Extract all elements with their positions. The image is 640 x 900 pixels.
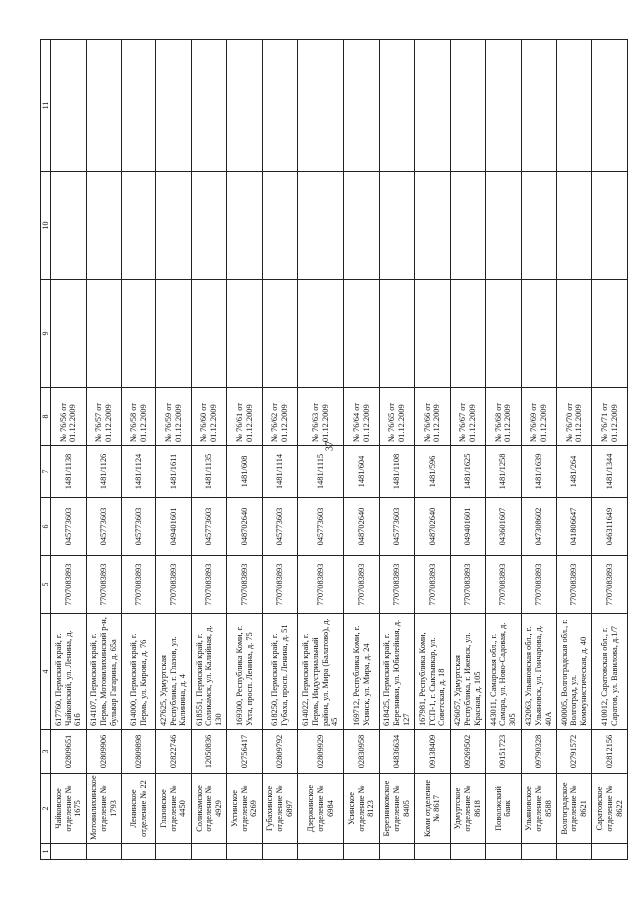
address-cell: 426057, Удмуртская Республика, г. Ижевск, ул. Красная, д. 105: [450, 614, 485, 730]
document-cell: № 76/58 от 01.12.2009: [122, 388, 156, 446]
cell-col10: [156, 172, 191, 280]
cell-col9: [450, 280, 485, 388]
table-row: [415, 40, 450, 860]
document-cell: № 76/68 от 01.12.2009: [486, 388, 521, 446]
document-cell: № 76/57 от 01.12.2009: [86, 388, 121, 446]
table-row: [450, 40, 485, 860]
cell-col1: [344, 844, 379, 860]
registration-number-cell: 1481/1344: [592, 446, 628, 498]
inn-cell: 7707083893: [298, 556, 344, 614]
bik-cell: 045773603: [51, 498, 86, 556]
address-cell: 410012, Саратовская обл., г. Саратов, ул. Вавилова, д.1/7: [592, 614, 628, 730]
cell-col11: [191, 40, 226, 172]
address-cell: 614107, Пермский край, г. Пермь, Мотовилихинский р-н, бульвар Гагарина, д. 65а: [86, 614, 121, 730]
cell-col9: [191, 280, 226, 388]
branch-name-cell: Соликамское отделение № 4929: [191, 774, 226, 844]
table-row: [556, 40, 591, 860]
cell-col1: [592, 844, 628, 860]
cell-col1: [556, 844, 591, 860]
document-cell: № 76/65 от 01.12.2009: [379, 388, 414, 446]
cell-col9: [521, 280, 556, 388]
branch-name-cell: Удмуртское отделение № 8618: [450, 774, 485, 844]
okpo-code-cell: 02809898: [122, 730, 156, 774]
bik-cell: 048702640: [227, 498, 262, 556]
document-cell: № 76/62 от 01.12.2009: [262, 388, 297, 446]
document-cell: № 76/70 от 01.12.2009: [556, 388, 591, 446]
bik-cell: 045773603: [191, 498, 226, 556]
branch-name-cell: Ульяновское отделение № 8588: [521, 774, 556, 844]
cell-col1: [51, 844, 86, 860]
cell-col10: [298, 172, 344, 280]
registration-number-cell: 1481/604: [344, 446, 379, 498]
table-row: [227, 40, 262, 860]
branch-name-cell: Губахинское отделение № 6897: [262, 774, 297, 844]
branch-name-cell: Усинское отделение № 8123: [344, 774, 379, 844]
document-cell: № 76/59 от 01.12.2009: [156, 388, 191, 446]
inn-cell: 7707083893: [191, 556, 226, 614]
document-cell: № 76/67 от 01.12.2009: [450, 388, 485, 446]
okpo-code-cell: 09790328: [521, 730, 556, 774]
registration-number-cell: 1481/1108: [379, 446, 414, 498]
table-row: [592, 40, 628, 860]
branch-name-cell: Ленинское отделение № 22: [122, 774, 156, 844]
inn-cell: 7707083893: [51, 556, 86, 614]
bik-cell: 041806647: [556, 498, 591, 556]
table-row: [156, 40, 191, 860]
inn-cell: 7707083893: [227, 556, 262, 614]
branch-name-cell: Волгоградское отделение № 8621: [556, 774, 591, 844]
table-row: [486, 40, 521, 860]
bik-cell: 049401601: [156, 498, 191, 556]
bik-cell: 049401601: [450, 498, 485, 556]
okpo-code-cell: 02809651: [51, 730, 86, 774]
okpo-code-cell: 09269502: [450, 730, 485, 774]
document-cell: № 76/60 от 01.12.2009: [191, 388, 226, 446]
column-number: 9: [41, 280, 51, 388]
address-cell: 618425, Пермский край, г. Березники, ул. Юбилейная, д. 127: [379, 614, 414, 730]
inn-cell: 7707083893: [521, 556, 556, 614]
inn-cell: 7707083893: [86, 556, 121, 614]
document-cell: № 76/64 от 01.12.2009: [344, 388, 379, 446]
cell-col9: [486, 280, 521, 388]
document-cell: № 76/69 от 01.12.2009: [521, 388, 556, 446]
inn-cell: 7707083893: [344, 556, 379, 614]
cell-col11: [298, 40, 344, 172]
cell-col1: [191, 844, 226, 860]
document-cell: № 76/61 от 01.12.2009: [227, 388, 262, 446]
inn-cell: 7707083893: [486, 556, 521, 614]
table-row: [298, 40, 344, 860]
cell-col9: [298, 280, 344, 388]
cell-col9: [227, 280, 262, 388]
bik-cell: 045773603: [262, 498, 297, 556]
address-cell: 443011, Самарская обл., г. Самара, ул. Ново-Садовая, д. 305: [486, 614, 521, 730]
okpo-code-cell: 02809929: [298, 730, 344, 774]
cell-col10: [227, 172, 262, 280]
cell-col11: [556, 40, 591, 172]
cell-col9: [262, 280, 297, 388]
cell-col9: [415, 280, 450, 388]
column-number: 11: [41, 40, 51, 172]
cell-col9: [156, 280, 191, 388]
inn-cell: 7707083893: [592, 556, 628, 614]
cell-col1: [521, 844, 556, 860]
branch-name-cell: Мотовилихинское отделение № 1793: [86, 774, 121, 844]
okpo-code-cell: 02812156: [592, 730, 628, 774]
cell-col11: [450, 40, 485, 172]
column-number: 10: [41, 172, 51, 280]
cell-col9: [592, 280, 628, 388]
cell-col11: [51, 40, 86, 172]
registration-number-cell: 1481/1114: [262, 446, 297, 498]
cell-col9: [344, 280, 379, 388]
registration-number-cell: 1481/608: [227, 446, 262, 498]
cell-col11: [344, 40, 379, 172]
cell-col10: [51, 172, 86, 280]
column-number: 7: [41, 446, 51, 498]
cell-col11: [415, 40, 450, 172]
okpo-code-cell: 02830958: [344, 730, 379, 774]
column-number: 2: [41, 774, 51, 844]
bik-cell: 048702640: [415, 498, 450, 556]
address-cell: 169712, Республика Коми, г. Усинск, ул. Мира, д. 24: [344, 614, 379, 730]
column-number: 4: [41, 614, 51, 730]
table-row: [379, 40, 414, 860]
cell-col10: [122, 172, 156, 280]
cell-col9: [556, 280, 591, 388]
table-row: [122, 40, 156, 860]
cell-col11: [262, 40, 297, 172]
inn-cell: 7707083893: [262, 556, 297, 614]
registration-number-cell: 1481/1124: [122, 446, 156, 498]
registration-number-cell: 1481/1135: [191, 446, 226, 498]
column-number: 5: [41, 556, 51, 614]
cell-col11: [227, 40, 262, 172]
cell-col1: [122, 844, 156, 860]
bik-cell: 045773603: [379, 498, 414, 556]
cell-col10: [521, 172, 556, 280]
inn-cell: 7707083893: [556, 556, 591, 614]
address-cell: 618250, Пермский край, г. Губаха, просп. Ленина, д. 51: [262, 614, 297, 730]
inn-cell: 7707083893: [156, 556, 191, 614]
registration-number-cell: 1481/1115: [298, 446, 344, 498]
registration-number-cell: 1481/264: [556, 446, 591, 498]
okpo-code-cell: 12050836: [191, 730, 226, 774]
address-cell: 169300, Республика Коми, г. Ухта, просп. Ленина, д. 75: [227, 614, 262, 730]
table-frame: [40, 40, 628, 860]
table-row: [344, 40, 379, 860]
cell-col1: [379, 844, 414, 860]
column-number: 3: [41, 730, 51, 774]
registration-number-cell: 1481/1625: [450, 446, 485, 498]
cell-col10: [450, 172, 485, 280]
cell-col11: [521, 40, 556, 172]
cell-col1: [227, 844, 262, 860]
branch-name-cell: Ухтинское отделение № 6269: [227, 774, 262, 844]
column-number: 1: [41, 844, 51, 860]
cell-col9: [379, 280, 414, 388]
registration-number-cell: 1481/596: [415, 446, 450, 498]
cell-col11: [486, 40, 521, 172]
cell-col1: [298, 844, 344, 860]
inn-cell: 7707083893: [379, 556, 414, 614]
cell-col10: [344, 172, 379, 280]
cell-col11: [86, 40, 121, 172]
inn-cell: 7707083893: [450, 556, 485, 614]
address-cell: 614000, Пермский край, г. Пермь, ул. Кирова, д. 76: [122, 614, 156, 730]
cell-col11: [592, 40, 628, 172]
table-header: [41, 40, 51, 860]
cell-col1: [86, 844, 121, 860]
document-cell: № 76/71 от 01.12.2009: [592, 388, 628, 446]
cell-col10: [486, 172, 521, 280]
document-cell: № 76/56 от 01.12.2009: [51, 388, 86, 446]
registration-number-cell: 1481/1611: [156, 446, 191, 498]
cell-col1: [262, 844, 297, 860]
address-cell: 618551, Пермский край, г. Соликамск, ул. Калийная, д. 130: [191, 614, 226, 730]
bik-cell: 045773603: [298, 498, 344, 556]
cell-col1: [415, 844, 450, 860]
bik-cell: 046311649: [592, 498, 628, 556]
okpo-code-cell: 02822746: [156, 730, 191, 774]
document-cell: № 76/66 от 01.12.2009: [415, 388, 450, 446]
cell-col10: [191, 172, 226, 280]
address-cell: 432063, Ульяновская обл., г. Ульяновск, ул. Гончарова, д. 40А: [521, 614, 556, 730]
cell-col9: [122, 280, 156, 388]
page-number: 37: [324, 441, 336, 451]
column-number: 6: [41, 498, 51, 556]
cell-col10: [556, 172, 591, 280]
okpo-code-cell: 09138409: [415, 730, 450, 774]
registration-number-cell: 1481/1258: [486, 446, 521, 498]
okpo-code-cell: 02791572: [556, 730, 591, 774]
branch-name-cell: Дзержинское отделение № 6984: [298, 774, 344, 844]
branch-name-cell: Глазовское отделение № 4450: [156, 774, 191, 844]
branch-name-cell: Чайковское отделение № 1675: [51, 774, 86, 844]
cell-col11: [122, 40, 156, 172]
address-cell: 617760, Пермский край, г. Чайковский, ул. Ленина, д. 61б: [51, 614, 86, 730]
okpo-code-cell: 02809792: [262, 730, 297, 774]
registration-number-cell: 1481/1639: [521, 446, 556, 498]
column-number: 8: [41, 388, 51, 446]
address-cell: 427625, Удмуртская Республика, г. Глазов, ул. Калинина, д. 4: [156, 614, 191, 730]
okpo-code-cell: 02809906: [86, 730, 121, 774]
bik-cell: 043601607: [486, 498, 521, 556]
column-number-row: [41, 40, 51, 860]
address-cell: 167981, Республика Коми, ГСП-1, г. Сыктывкар, ул. Советская, д. 18: [415, 614, 450, 730]
cell-col1: [486, 844, 521, 860]
cell-col1: [450, 844, 485, 860]
inn-cell: 7707083893: [415, 556, 450, 614]
registration-number-cell: 1481/1126: [86, 446, 121, 498]
okpo-code-cell: 09151723: [486, 730, 521, 774]
branch-name-cell: Саратовское отделение № 8622: [592, 774, 628, 844]
branch-name-cell: Коми отделение № 8617: [415, 774, 450, 844]
cell-col9: [86, 280, 121, 388]
inn-cell: 7707083893: [122, 556, 156, 614]
table-row: [191, 40, 226, 860]
address-cell: 614022, Пермский край, г. Пермь, Индустриальный район, ул. Мира (Балатово), д. 45: [298, 614, 344, 730]
bik-cell: 047308602: [521, 498, 556, 556]
cell-col10: [379, 172, 414, 280]
registration-number-cell: 1481/1138: [51, 446, 86, 498]
bik-cell: 045773603: [86, 498, 121, 556]
cell-col9: [51, 280, 86, 388]
cell-col10: [262, 172, 297, 280]
table-row: [521, 40, 556, 860]
cell-col11: [379, 40, 414, 172]
table-row: [262, 40, 297, 860]
okpo-code-cell: 02756417: [227, 730, 262, 774]
bik-cell: 048702640: [344, 498, 379, 556]
cell-col11: [156, 40, 191, 172]
table-row: [86, 40, 121, 860]
cell-col10: [592, 172, 628, 280]
table-landscape-container: [40, 40, 628, 860]
okpo-code-cell: 04836634: [379, 730, 414, 774]
registry-table: [40, 39, 628, 860]
cell-col10: [86, 172, 121, 280]
cell-col10: [415, 172, 450, 280]
address-cell: 400005, Волгоградская обл., г. Волгоград, ул. Коммунистическая, д. 40: [556, 614, 591, 730]
table-row: [51, 40, 86, 860]
cell-col1: [156, 844, 191, 860]
table-body: [51, 40, 628, 860]
bik-cell: 045773603: [122, 498, 156, 556]
branch-name-cell: Березниковское отделение № 8405: [379, 774, 414, 844]
branch-name-cell: Поволжский банк: [486, 774, 521, 844]
document-cell: № 76/63 от 01.12.2009: [298, 388, 344, 446]
